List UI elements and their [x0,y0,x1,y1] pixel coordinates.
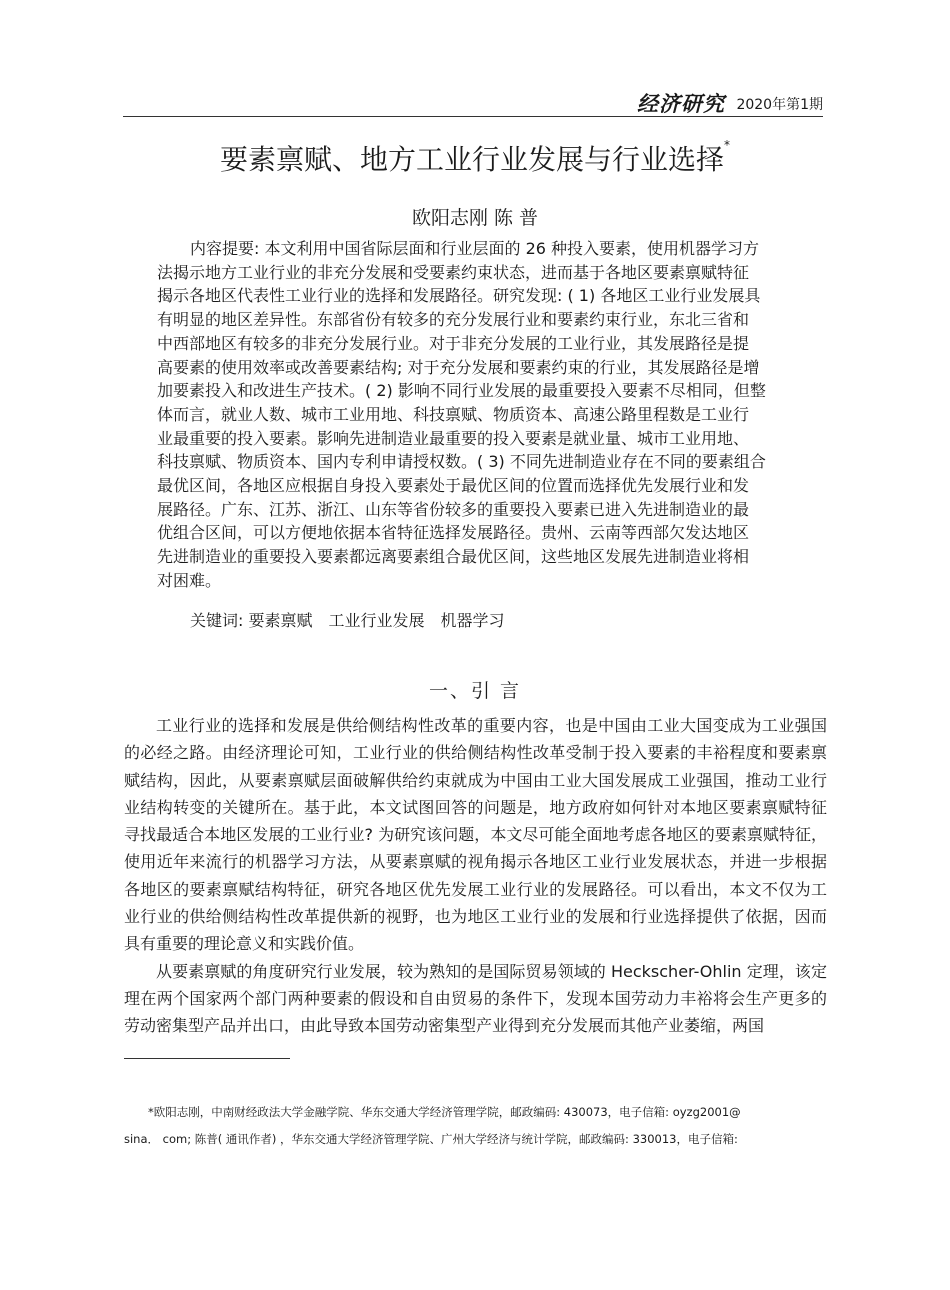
footnote [124,1099,824,1153]
abstract-line: 展路径。广东、江苏、浙江、山东等省份较多的重要投入要素已进入先进制造业的最 [157,499,750,519]
abstract-line: 高要素的使用效率或改善要素结构; 对于充分发展和要素约束的行业，其发展路径是增 [157,357,760,377]
abstract-line: 体而言，就业人数、城市工业用地、科技禀赋、物质资本、高速公路里程数是工业行 [157,404,750,424]
abstract-line: 最优区间，各地区应根据自身投入要素处于最优区间的位置而选择优先发展行业和发 [157,476,750,496]
abstract-line: 揭示各地区代表性工业行业的选择和发展路径。研究发现: ( 1) 各地区工业行业发展具 [157,286,761,306]
keywords: 关键词: 要素禀赋 工业行业发展 机器学习 [190,611,505,630]
abstract-line: 科技禀赋、物质资本、国内专利申请授权数。( 3) 不同先进制造业存在不同的要素组合 [157,452,766,472]
abstract [157,237,791,593]
journal-logo: 经济研究 [637,91,725,116]
abstract-line: 中西部地区有较多的非充分发展行业。对于非充分发展的工业行业，其发展路径是提 [157,333,750,353]
abstract-line: 先进制造业的重要投入要素都远离要素组合最优区间，这些地区发展先进制造业将相 [157,547,750,567]
footnote-line: sina． com; 陈普( 通讯作者) ，华东交通大学经济管理学院、广州大学经济与统计学院，邮政编码: 330013，电子信箱: [124,1132,738,1146]
section-heading: 一、引 言 [428,680,522,702]
body-paragraph: 从要素禀赋的角度研究行业发展，较为熟知的是国际贸易领域的 Heckscher-Ohlin 定理，该定理在两个国家两个部门两种要素的假设和自由贸易的条件下，发现本国劳动力丰裕将会生产更多的劳动密集型产品并出口，由此导致本国劳动密集型产业得到充分发展而其他产业萎缩，两国 [124,961,827,1036]
abstract-line: 业最重要的投入要素。影响先进制造业最重要的投入要素是就业量、城市工业用地、 [157,428,750,448]
abstract-line: 有明显的地区差异性。东部省份有较多的充分发展行业和要素约束行业，东北三省和 [157,310,750,330]
page-header [123,84,823,117]
paper-title [0,138,950,178]
footnote-divider [124,1058,290,1059]
footnote-line: *欧阳志刚，中南财经政法大学金融学院、华东交通大学经济管理学院，邮政编码: 430073，电子信箱: oyzg2001@ [148,1105,741,1119]
abstract-line: 法揭示地方工业行业的非充分发展和受要素约束状态，进而基于各地区要素禀赋特征 [157,262,750,282]
body-paragraph: 工业行业的选择和发展是供给侧结构性改革的重要内容，也是中国由工业大国变成为工业强国的必经之路。由经济理论可知，工业行业的供给侧结构性改革受制于投入要素的丰裕程度和要素禀赋结构，因此，从要素禀赋层面破解供给约束就成为中国由工业大国发展成工业强国，推动工业行业结构转变的关键所在。基于此，本文试图回答的问题是，地方政府如何针对本地区要素禀赋特征寻找最适合本地区发展的工业行业? 为研究该问题，本文尽可能全面地考虑各地区的要素禀赋特征，使用近年来流行的机器学习方法，从要素禀赋的视角揭示各地区工业行业发展状态，并进一步根据各地区的要素禀赋结构特征，研究各地区优先发展工业行业的发展路径。可以看出，本文不仅为工业行业的供给侧结构性改革提供新的视野，也为地区工业行业的发展和行业选择提供了依据，因而具有重要的理论意义和实践价值。 [124,716,827,954]
body-text [124,712,827,1040]
authors: 欧阳志刚 陈 普 [411,207,539,229]
title-text: 要素禀赋、地方工业行业发展与行业选择 [219,143,724,176]
abstract-line: 内容提要: 本文利用中国省际层面和行业层面的 26 种投入要素，使用机器学习方 [190,239,760,258]
abstract-line: 加要素投入和改进生产技术。( 2) 影响不同行业发展的最重要投入要素不尽相同，但整 [157,381,766,401]
issue-label: 2020年第1期 [736,97,823,113]
abstract-line: 对困难。 [157,570,222,590]
abstract-line: 优组合区间，可以方便地依据本省特征选择发展路径。贵州、云南等西部欠发达地区 [157,523,750,543]
title-footnote-mark: * [724,138,730,152]
